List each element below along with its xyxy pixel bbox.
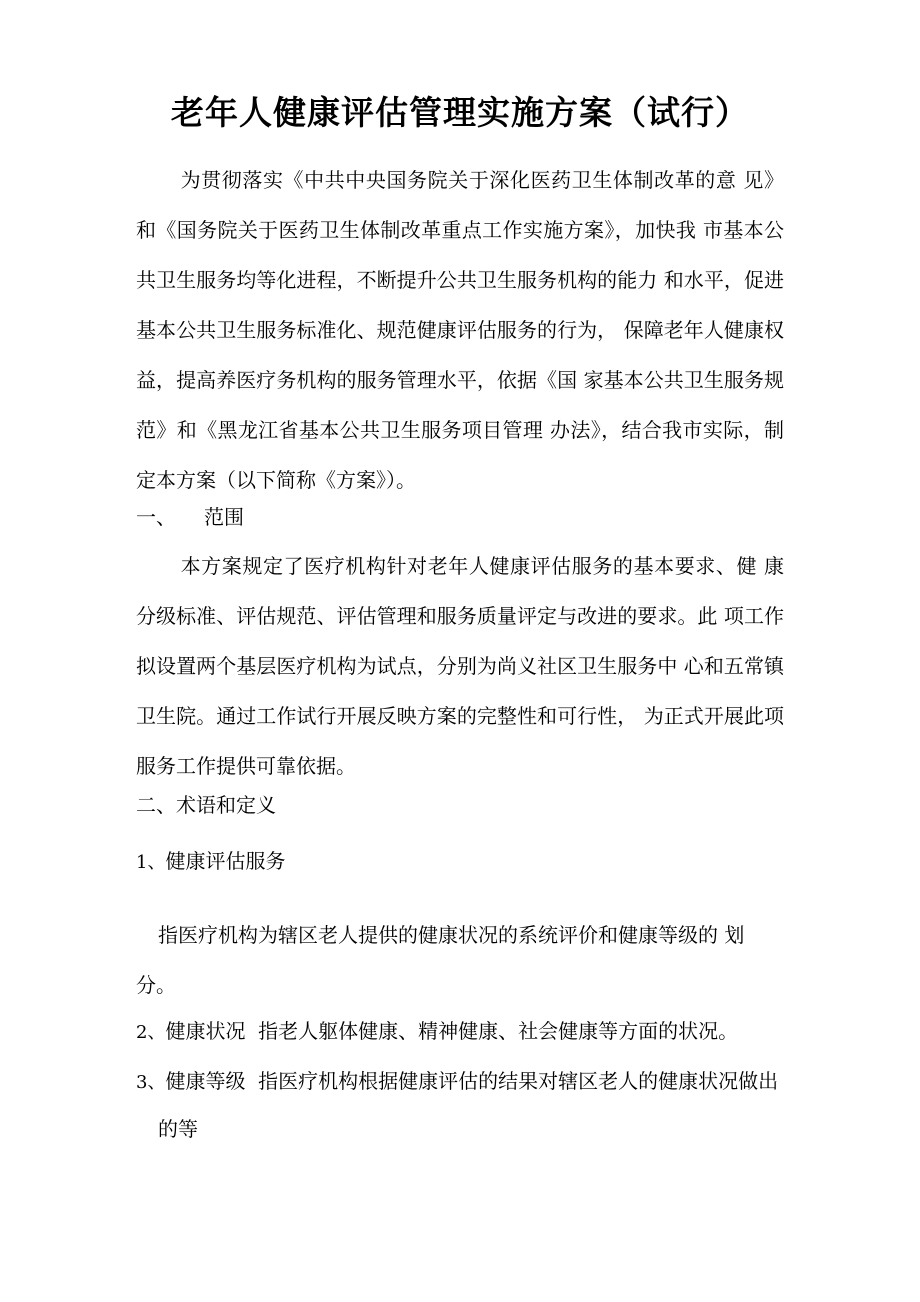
section-heading-scope [136, 492, 244, 542]
term-number: 3、 [136, 1072, 166, 1093]
section-heading-terms: 二、术语和定义 [136, 793, 276, 817]
term-definition [136, 910, 784, 1010]
term-number: 1、 [136, 852, 166, 873]
section-title: 范围 [204, 505, 244, 529]
term-name: 健康评估服务 [165, 849, 286, 873]
scope-paragraph [136, 541, 784, 791]
term-item [136, 1056, 778, 1108]
scope-text: 本方案规定了医疗机构针对老年人健康评估服务的基本要求、健 康分级标准、评估规范、评估管理和服务质量评定与改进的要求。此 项工作拟设置两个基层医疗机构为试点，分别为尚义社区卫生服务中 心和五常镇卫生院。通过工作试行开展反映方案的完整性和可行性， 为正式开展此项服务工作提供可靠依据。 [136, 554, 784, 778]
term-item [136, 1006, 738, 1058]
term-text: 健康等级 指医疗机构根据健康评估的结果对辖区老人的健康状况做出 [165, 1069, 779, 1093]
term-definition-text: 指医疗机构为辖区老人提供的健康状况的系统评价和健康等级的 划分。 [136, 923, 745, 997]
document-title: 老年人健康评估管理实施方案（试行） [171, 93, 749, 132]
term-text-continued: 的等 [158, 1117, 198, 1141]
term-heading [136, 836, 285, 888]
intro-paragraph [136, 155, 784, 505]
term-text: 健康状况 指老人躯体健康、精神健康、社会健康等方面的状况。 [165, 1019, 739, 1043]
term-number: 2、 [136, 1022, 166, 1043]
section-number: 一、 [136, 505, 176, 529]
intro-text: 为贯彻落实《中共中央国务院关于深化医药卫生体制改革的意 见》和《国务院关于医药卫生体制改革重点工作实施方案》，加快我 市基本公共卫生服务均等化进程，不断提升公共卫生服务机构的能力 和水平，促进基本公共卫生服务标准化、规范健康评估服务的行为， 保障老年人健康权益，提高养医疗务机构的服务管理水平，依据《国 家基本公共卫生服务规范》和《黑龙江省基本公共卫生服务项目管理 办法》，结合我市实际，制定本方案（以下简称《方案》）。 [136, 168, 784, 492]
